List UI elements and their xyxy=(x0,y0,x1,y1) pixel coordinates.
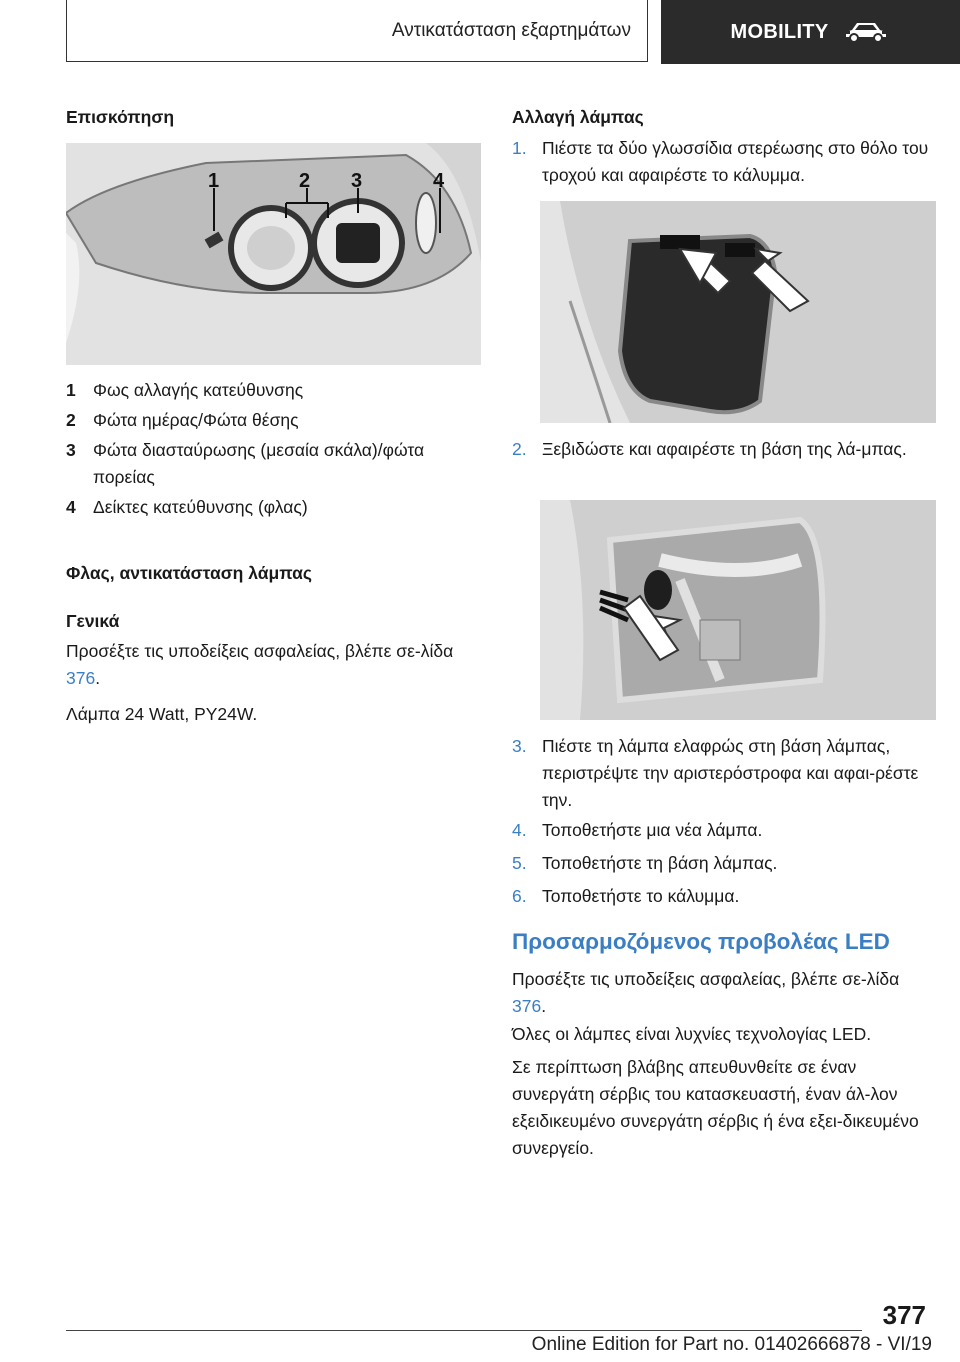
led-safety-text: Προσέξτε τις υποδείξεις ασφαλείας, βλέπε σε-λίδα xyxy=(512,969,900,989)
led-text-1: Όλες οι λάμπες είναι λυχνίες τεχνολογίας LED. xyxy=(512,1024,872,1044)
figure-legend xyxy=(66,377,481,524)
tab-label: MOBILITY xyxy=(730,20,829,43)
steps-3-to-6 xyxy=(512,733,932,910)
footer-divider xyxy=(66,1330,862,1331)
step-number: 3. xyxy=(512,736,527,756)
section-title: Αντικατάσταση εξαρτημάτων xyxy=(391,19,631,41)
figure-label-2: 2 xyxy=(299,170,311,192)
led-safety-paragraph: Προσέξτε τις υποδείξεις ασφαλείας, βλέπε σε-λίδα 376. xyxy=(512,969,900,1016)
step-5 xyxy=(512,850,932,877)
legend-item xyxy=(66,437,481,491)
car-icon xyxy=(842,19,890,45)
step-text: Τοποθετήστε το κάλυμμα. xyxy=(542,886,740,906)
led-section-heading: Προσαρμοζόμενος προβολέας LED xyxy=(512,929,890,954)
legend-number: 2 xyxy=(66,410,76,430)
step-2 xyxy=(512,436,932,463)
page-number: 377 xyxy=(882,1300,926,1330)
legend-text: Φώτα διασταύρωσης (μεσαία σκάλα)/φώτα πορείας xyxy=(93,440,425,487)
step-number: 6. xyxy=(512,886,527,906)
figure-label-3: 3 xyxy=(351,170,363,192)
bulb-socket-figure xyxy=(540,500,936,720)
step-text: Πιέστε τα δύο γλωσσίδια στερέωσης στο θόλο του τροχού και αφαιρέστε το κάλυμμα. xyxy=(542,138,929,185)
bulb-text: Λάμπα 24 Watt, PY24W. xyxy=(66,704,258,724)
step-number: 5. xyxy=(512,853,527,873)
step-4 xyxy=(512,817,932,844)
legend-item xyxy=(66,377,481,404)
legend-number: 4 xyxy=(66,497,76,517)
mobility-tab[interactable] xyxy=(661,0,960,64)
header-section-title xyxy=(66,0,648,62)
step-text: Πιέστε τη λάμπα ελαφρώς στη βάση λάμπας, περιστρέψτε την αριστερόστροφα και αφαι-ρέστε την. xyxy=(542,736,919,810)
step-text: Τοποθετήστε τη βάση λάμπας. xyxy=(542,853,778,873)
step-number: 4. xyxy=(512,820,527,840)
step-text: Τοποθετήστε μια νέα λάμπα. xyxy=(542,820,763,840)
change-bulb-heading: Αλλαγή λάμπας xyxy=(512,107,644,127)
step-number: 2. xyxy=(512,439,527,459)
figure-label-4: 4 xyxy=(433,170,445,192)
legend-number: 3 xyxy=(66,440,76,460)
step-number: 1. xyxy=(512,138,527,158)
step-1 xyxy=(512,135,932,189)
safety-page-link[interactable]: 376 xyxy=(66,668,96,688)
general-heading: Γενικά xyxy=(66,611,120,631)
safety-paragraph: Προσέξτε τις υποδείξεις ασφαλείας, βλέπε σε-λίδα 376. xyxy=(66,641,454,688)
step-3 xyxy=(512,733,932,814)
step-text: Ξεβιδώστε και αφαιρέστε τη βάση της λά-μπας. xyxy=(542,439,907,459)
legend-text: Φως αλλαγής κατεύθυνσης xyxy=(93,380,304,400)
flash-heading: Φλας, αντικατάσταση λάμπας xyxy=(66,563,312,583)
overview-heading: Επισκόπηση xyxy=(66,107,175,127)
figure-label-1: 1 xyxy=(208,170,220,192)
legend-text: Φώτα ημέρας/Φώτα θέσης xyxy=(93,410,299,430)
legend-item xyxy=(66,494,481,521)
legend-item xyxy=(66,407,481,434)
cover-removal-figure xyxy=(540,201,936,423)
edition-text: Online Edition for Part no. 01402666878 - VI/19 xyxy=(531,1334,932,1355)
legend-text: Δείκτες κατεύθυνσης (φλας) xyxy=(93,497,308,517)
led-safety-page-link[interactable]: 376 xyxy=(512,996,542,1016)
step-6 xyxy=(512,883,932,910)
led-text-2: Σε περίπτωση βλάβης απευθυνθείτε σε έναν συνεργάτη σέρβις του κατασκευαστή, έναν άλ-λον εξειδικευμένο συνεργάτη σέρβις ή ένα εξει-δικευμένο συνεργείο. xyxy=(512,1057,919,1158)
headlight-figure xyxy=(66,143,481,365)
safety-text: Προσέξτε τις υποδείξεις ασφαλείας, βλέπε σε-λίδα xyxy=(66,641,454,661)
legend-number: 1 xyxy=(66,380,76,400)
